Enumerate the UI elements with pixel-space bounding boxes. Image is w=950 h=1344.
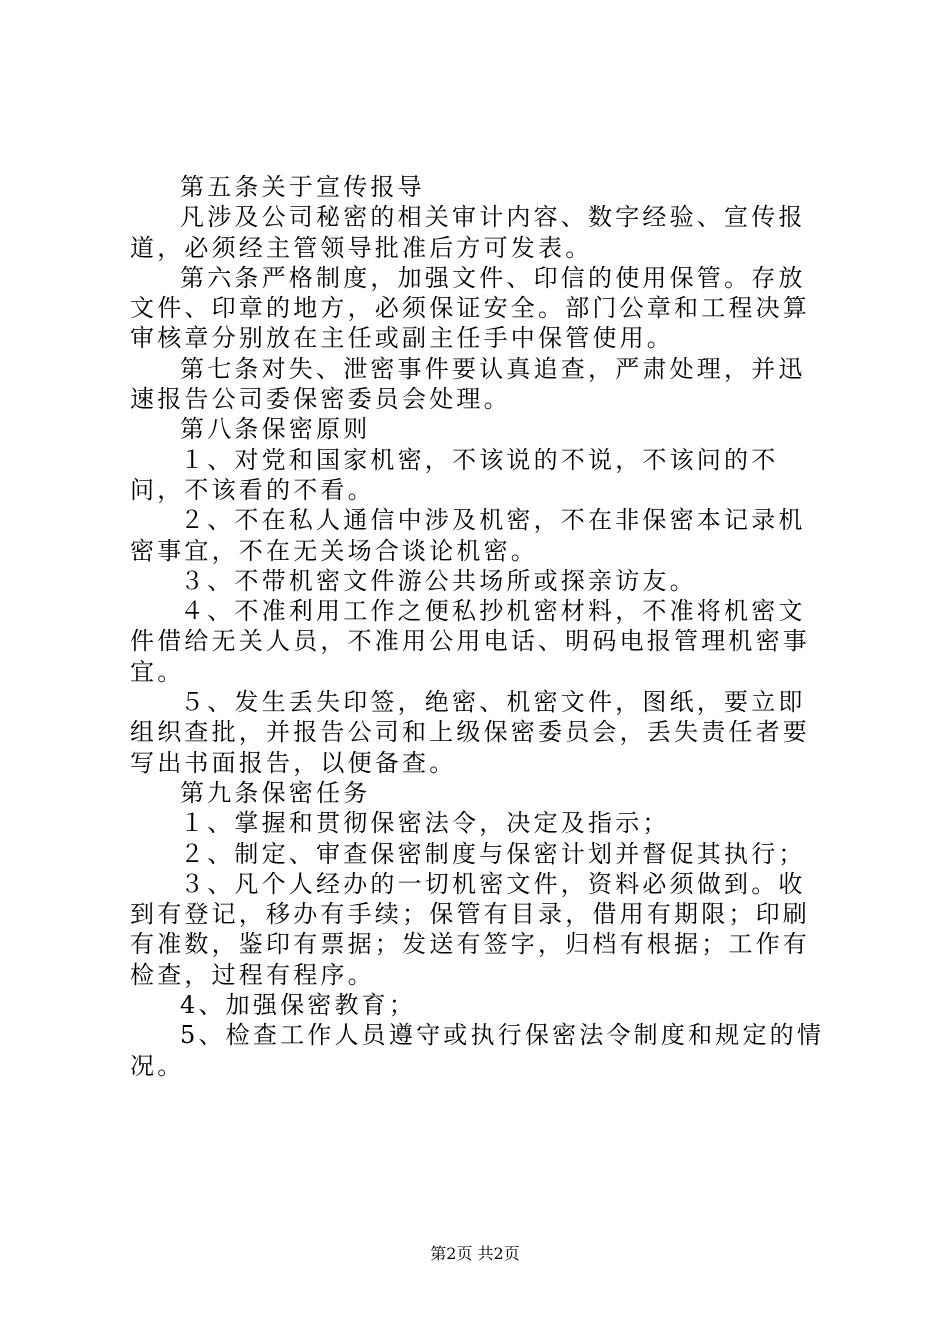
article-9-heading: 第九条保密任务 xyxy=(180,778,371,807)
article-8-item-3: ３、不带机密文件游公共场所或探亲访友。 xyxy=(180,566,697,595)
page-footer: 第2页 共2页 xyxy=(430,1244,520,1263)
article-9-item-1: １、掌握和贯彻保密法令，决定及指示； xyxy=(180,809,670,838)
article-9-item-3: ３、凡个人经办的一切机密文件，资料必须做到。收到有登记，移办有手续；保管有目录，借用有期限；印刷有准数，鉴印有票据；发送有签字，归档有根据；工作有检查，过程有程序。 xyxy=(130,869,810,989)
article-8-heading: 第八条保密原则 xyxy=(180,415,371,444)
article-8-item-1: １、对党和国家机密，不该说的不说，不该问的不问，不该看的不看。 xyxy=(130,445,779,504)
article-9-item-2: ２、制定、审查保密制度与保密计划并督促其执行； xyxy=(180,839,806,868)
article-9-item-4: 4、加强保密教育； xyxy=(180,991,417,1020)
document-body xyxy=(130,172,830,1081)
article-5-heading: 第五条关于宣传报导 xyxy=(180,173,425,201)
article-6-text: 第六条严格制度，加强文件、印信的使用保管。存放文件、印章的地方，必须保证安全。部门公章和工程决算审核章分别放在主任或副主任手中保管使用。 xyxy=(130,263,810,353)
article-5-text: 凡涉及公司秘密的相关审计内容、数字经验、宣传报道，必须经主管领导批准后方可发表。 xyxy=(130,203,806,262)
article-8-item-2: ２、不在私人通信中涉及机密，不在非保密本记录机密事宜，不在无关场合谈论机密。 xyxy=(130,506,806,565)
article-7-text: 第七条对失、泄密事件要认真追查，严肃处理，并迅速报告公司委保密委员会处理。 xyxy=(130,354,806,414)
article-8-item-5: ５、发生丢失印签，绝密、机密文件，图纸，要立即组织查批，并报告公司和上级保密委员会，丢失责任者要写出书面报告，以便备查。 xyxy=(130,688,810,777)
article-9-item-5: 5、检查工作人员遵守或执行保密法令制度和规定的情况。 xyxy=(130,1021,825,1080)
article-8-item-4: ４、不准利用工作之便私抄机密材料，不准将机密文件借给无关人员，不准用公用电话、明码电报管理机密事宜。 xyxy=(130,597,810,686)
